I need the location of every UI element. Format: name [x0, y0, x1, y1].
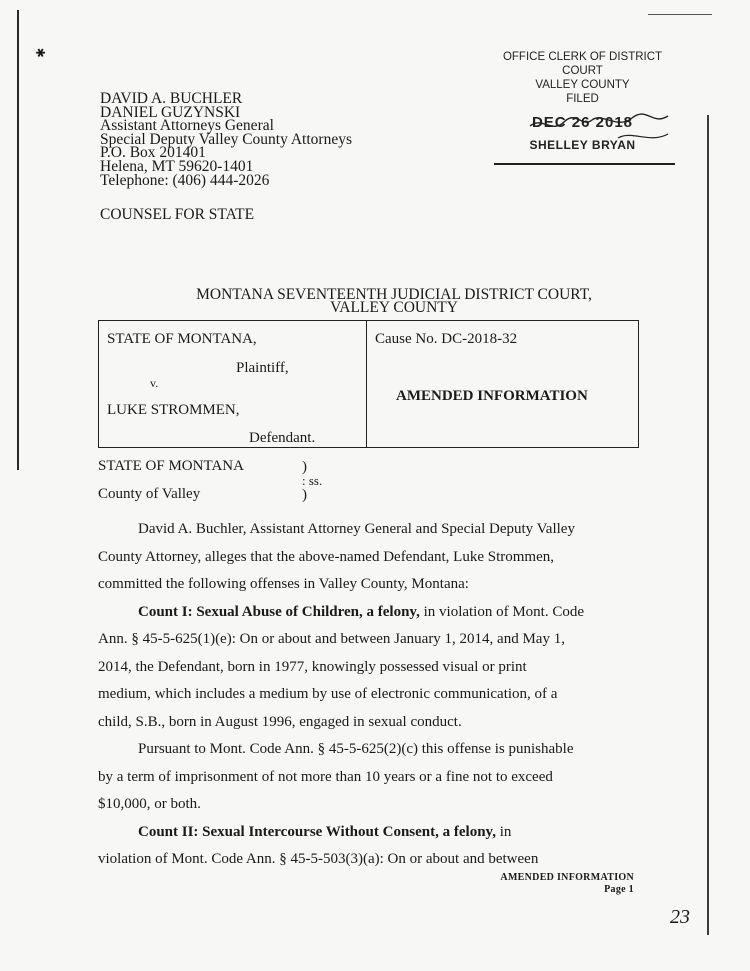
footer-title: AMENDED INFORMATION: [500, 872, 634, 883]
information-body: [98, 516, 638, 874]
handwritten-page-number: 23: [670, 906, 690, 928]
counsel-name-1: DAVID A. BUCHLER: [100, 90, 243, 107]
intro-line-3: committed the following offenses in Valley County, Montana:: [98, 576, 469, 592]
case-caption: [98, 320, 639, 448]
count-1-line-3: 2014, the Defendant, born in 1977, knowingly possessed visual or print: [98, 658, 527, 675]
count-2-heading: Count II: Sexual Intercourse Without Consent, a felony,: [138, 823, 496, 840]
count-2-text-a: in: [495, 823, 512, 840]
count-1-line-5: child, S.B., born in August 1996, engaged in sexual conduct.: [98, 713, 462, 730]
cause-number: Cause No. DC-2018-32: [375, 331, 518, 347]
versus: v.: [150, 376, 159, 390]
count-1-heading: Count I: Sexual Abuse of Children, a felony,: [138, 603, 420, 620]
count-2-line-2: violation of Mont. Code Ann. § 45-5-503(3)(a): On or about and between: [98, 851, 539, 867]
counsel-po-box: P.O. Box 201401: [100, 144, 206, 162]
scan-edge-right: [707, 115, 709, 935]
court-name: MONTANA SEVENTEENTH JUDICIAL DISTRICT COURT,: [196, 286, 592, 303]
defendant-name: LUKE STROMMEN,: [107, 402, 240, 418]
venue-paren-1: ): [302, 459, 307, 475]
clerk-signature: [522, 108, 672, 148]
counsel-name-2: DANIEL GUZYNSKI: [100, 103, 241, 121]
counsel-title-2: Special Deputy Valley County Attorneys: [100, 130, 352, 148]
venue-ss: : ss.: [302, 473, 323, 488]
count-1-line-1: [98, 599, 638, 627]
scan-speck: ✱: [32, 44, 49, 62]
counsel-phone: Telephone: (406) 444-2026: [100, 171, 270, 189]
venue-paren-2: ): [302, 487, 307, 503]
stamp-date: DEC 26 2018: [531, 114, 634, 131]
counsel-city: Helena, MT 59620-1401: [100, 157, 254, 175]
counsel-role: COUNSEL FOR STATE: [100, 206, 255, 223]
count-1-text-a: in violation of Mont. Code: [419, 603, 585, 620]
stamp-office: OFFICE CLERK OF DISTRICT COURT: [502, 51, 663, 77]
penalty-line-3: $10,000, or both.: [98, 796, 201, 812]
counsel-block: [100, 92, 352, 187]
stamp-county: VALLEY COUNTY: [535, 79, 630, 91]
court-county: VALLEY COUNTY: [330, 298, 458, 316]
stamp-rule: [494, 163, 675, 165]
venue-state: STATE OF MONTANA: [98, 458, 244, 474]
document-title: AMENDED INFORMATION: [396, 388, 588, 404]
stamp-clerk: SHELLEY BRYAN: [529, 138, 636, 152]
court-heading: [100, 286, 688, 316]
penalty-line-1: Pursuant to Mont. Code Ann. § 45-5-625(2)(c) this offense is punishable: [138, 741, 574, 757]
count-2-line-1: [98, 819, 638, 847]
stamp-filed: FILED: [566, 93, 599, 105]
venue-county: County of Valley: [98, 486, 201, 502]
scan-edge-left: [17, 10, 19, 470]
plaintiff-name: STATE OF MONTANA,: [107, 331, 257, 347]
caption-divider: [366, 321, 367, 447]
penalty-line-2: by a term of imprisonment of not more than 10 years or a fine not to exceed: [98, 768, 553, 785]
footer-page: Page 1: [604, 884, 634, 895]
counsel-title-1: Assistant Attorneys General: [100, 117, 274, 135]
plaintiff-label: Plaintiff,: [236, 360, 289, 376]
defendant-label: Defendant.: [249, 430, 316, 446]
count-1-line-2: Ann. § 45-5-625(1)(e): On or about and between January 1, 2014, and May 1,: [98, 631, 565, 647]
page-footer: [490, 872, 634, 896]
count-1-line-4: medium, which includes a medium by use of electronic communication, of a: [98, 686, 558, 702]
intro-line-1: David A. Buchler, Assistant Attorney General and Special Deputy Valley: [138, 521, 575, 537]
intro-line-2: County Attorney, alleges that the above-named Defendant, Luke Strommen,: [98, 548, 554, 565]
scan-top-rule: [648, 14, 712, 15]
